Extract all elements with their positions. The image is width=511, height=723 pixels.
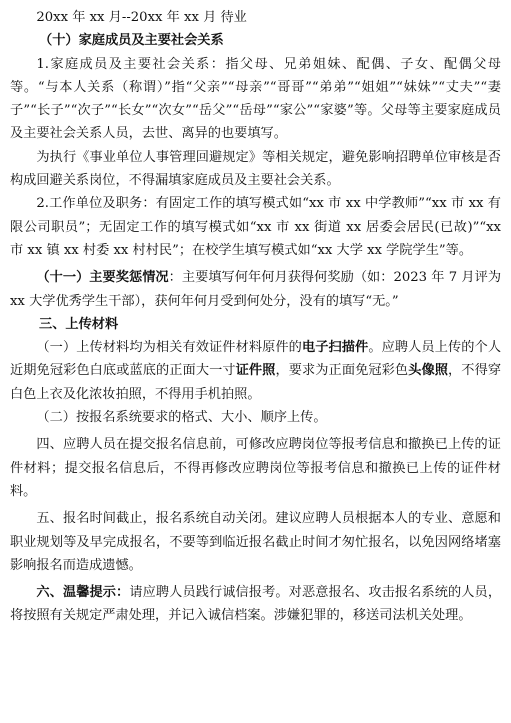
emphasis-headshot: 头像照 [408, 363, 449, 379]
section-11-body: ：主要填写何年何月获得何奖励（如：2023 年 7 月评为 xx 大学优秀学生干部），获何年何月受到何处分，没有的填写“无。” [10, 270, 502, 309]
section-11-heading: （十一）主要奖惩情况 [36, 270, 169, 286]
emphasis-scan: 电子扫描件 [301, 340, 369, 356]
section-3-paragraph-1 [10, 336, 501, 406]
section-10-heading: （十）家庭成员及主要社会关系 [39, 33, 224, 49]
section-3-paragraph-2: （二）按报名系统要求的格式、大小、顺序上传。 [36, 410, 327, 426]
section-3-heading: 三、上传材料 [39, 316, 119, 332]
section-6-heading: 六、温馨提示： [36, 585, 130, 601]
emphasis-id-photo: 证件照 [235, 363, 276, 379]
text-run: ，不得穿白色上衣及化浓妆拍照，不得用手机拍照。 [10, 363, 502, 402]
section-11-paragraph [10, 266, 501, 313]
date-line: 20xx 年 xx 月--20xx 年 xx 月 待业 [36, 10, 247, 25]
section-10-paragraph-2: 为执行《事业单位人事管理回避规定》等相关规定，避免影响招聘单位审核是否构成回避关系岗位，不得漏填家庭成员及主要社会关系。 [10, 149, 501, 189]
section-6-paragraph [10, 581, 501, 628]
section-10-paragraph-1: 1.家庭成员及主要社会关系：指父母、兄弟姐妹、配偶、子女、配偶父母等。“与本人关系（称谓）”指“父亲”“母亲”“哥哥”“弟弟”“姐姐”“妹妹”“丈夫”“妻子”“长子”“次子”“长女”“次女”“岳父”“岳母”“家公”“家婆”等。父母等主要家庭成员及主要社会关系人员，去世、离异的也要填写。 [10, 56, 501, 142]
text-run: ，要求为正面免冠彩色 [275, 363, 409, 379]
text-run: 。应聘人员上传的个人近期免冠彩色白底或蓝底的正面大一寸 [10, 340, 502, 379]
section-5-paragraph: 五、报名时间截止，报名系统自动关闭。建议应聘人员根据本人的专业、意愿和职业规划等及早完成报名，不要等到临近报名截止时间才匆忙报名，以免因网络堵塞影响报名而造成遗憾。 [10, 511, 501, 573]
section-10-paragraph-3: 2.工作单位及职务：有固定工作的填写模式如“xx 市 xx 中学教师”“xx 市 xx 有限公司职员”；无固定工作的填写模式如“xx 市 xx 街道 xx 居委会居民(已故)”“xx 市 xx 镇 xx 村委 xx 村村民”；在校学生填写模式如“xx 大学 xx 学院学生”等。 [10, 196, 501, 258]
section-4-paragraph: 四、应聘人员在提交报名信息前，可修改应聘岗位等报考信息和撤换已上传的证件材料；提交报名信息后，不得再修改应聘岗位等报考信息和撤换已上传的证件材料。 [10, 437, 501, 499]
section-3-title [10, 313, 501, 336]
section-6-body: 请应聘人员践行诚信报考。对恶意报名、攻击报名系统的人员，将按照有关规定严肃处理，并记入诚信档案。涉嫌犯罪的，移送司法机关处理。 [10, 585, 502, 624]
section-10-title [10, 29, 501, 52]
text-run: （一）上传材料均为相关有效证件材料原件的 [36, 340, 302, 356]
